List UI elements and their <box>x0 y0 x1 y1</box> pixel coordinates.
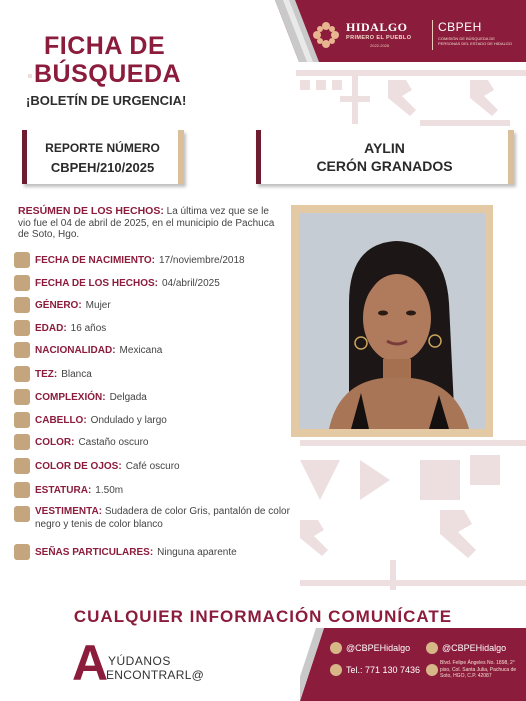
logo-title: HIDALGO <box>346 20 408 34</box>
detail-label: ESTATURA: <box>35 484 92 496</box>
person-name-box <box>256 130 514 184</box>
detail-value: Blanca <box>61 368 92 380</box>
campaign-line2: ENCONTRARL@ <box>106 668 205 682</box>
skin-icon <box>14 366 30 382</box>
detail-label: EDAD: <box>35 322 67 334</box>
phone-number: Tel.: 771 130 7436 <box>346 665 421 675</box>
marks-label: SEÑAS PARTICULARES: <box>35 546 154 558</box>
org-abbreviation: CBPEH <box>438 20 482 34</box>
detail-value: Mujer <box>85 299 111 311</box>
detail-value: 04/abril/2025 <box>161 277 220 289</box>
detail-row <box>14 482 123 498</box>
detail-label: FECHA DE NACIMIENTO: <box>35 254 155 266</box>
summary-text: La última vez que se le vio fue el 04 de abril de 2025, en el municipio de Pachuca de Soto, Hgo. <box>18 206 275 240</box>
facebook-link[interactable] <box>330 642 410 654</box>
detail-value: Café oscuro <box>125 460 180 472</box>
detail-label: FECHA DE LOS HECHOS: <box>35 277 158 289</box>
detail-label: COLOR: <box>35 436 75 448</box>
marks-icon <box>14 544 30 560</box>
report-number: CBPEH/210/2025 <box>50 160 155 175</box>
clothing-value: Sudadera de color Gris, pantalón de color negro y tenis de color blanco <box>35 506 290 530</box>
detail-row <box>14 434 149 450</box>
detail-row <box>14 366 92 382</box>
detail-label: CABELLO: <box>35 414 87 426</box>
summary-block <box>18 206 276 241</box>
detail-value: Castaño oscuro <box>78 436 149 448</box>
logo-divider <box>432 20 433 50</box>
org-full-name: COMISIÓN DE BÚSQUEDA DE PERSONAS DEL ESTADO DE HIDALGO <box>438 36 513 46</box>
clothing-row <box>14 506 298 531</box>
clothing-label: VESTIMENTA: <box>35 506 103 517</box>
twitter-icon <box>426 642 438 654</box>
urgency-subtitle: ¡BOLETÍN DE URGENCIA! <box>26 93 187 108</box>
detail-value: Mexicana <box>119 344 163 356</box>
hair-icon <box>14 412 30 428</box>
flower-icon <box>312 21 340 49</box>
gender-icon <box>14 297 30 313</box>
detail-value: 16 años <box>70 322 107 334</box>
hair-color-icon <box>14 434 30 450</box>
body-icon <box>14 389 30 405</box>
detail-row <box>14 297 111 313</box>
page-title-line2: BÚSQUEDA <box>34 60 182 88</box>
report-label: REPORTE NÚMERO <box>45 141 160 155</box>
detail-label: TEZ: <box>35 368 58 380</box>
facebook-handle: @CBPEHidalgo <box>346 643 411 653</box>
detail-row <box>14 412 167 428</box>
detail-row <box>14 320 106 336</box>
photo-frame <box>291 205 493 437</box>
logo-subtitle: PRIMERO EL PUEBLO <box>346 35 412 41</box>
detail-value: Delgada <box>109 391 147 403</box>
detail-value: 1.50m <box>95 484 124 496</box>
campaign-line1: YÚDANOS <box>108 654 171 668</box>
marks-row <box>14 544 237 560</box>
location-icon <box>426 664 438 676</box>
detail-row <box>14 458 180 474</box>
detail-label: NACIONALIDAD: <box>35 344 116 356</box>
calendar-icon <box>14 275 30 291</box>
call-to-action: CUALQUIER INFORMACIÓN COMUNÍCATE <box>73 607 453 626</box>
detail-label: COLOR DE OJOS: <box>35 460 122 472</box>
eye-icon <box>14 458 30 474</box>
last-names: CERÓN GRANADOS <box>316 158 453 174</box>
detail-row <box>14 252 245 268</box>
shirt-icon <box>14 506 30 522</box>
detail-label: GÉNERO: <box>35 299 82 311</box>
logo-years: 2022-2028 <box>370 43 390 48</box>
detail-label: COMPLEXIÓN: <box>35 391 106 403</box>
detail-value: 17/noviembre/2018 <box>159 254 245 266</box>
detail-value: Ondulado y largo <box>90 414 167 426</box>
phone-icon <box>330 664 342 676</box>
address-text: Blvd. Felipe Ángeles No. 1898, 2° piso, Col. Santa Julia, Pachuca de Soto, HGO, C.P. 42087 <box>440 660 517 679</box>
person-photo <box>299 213 485 429</box>
marks-value: Ninguna aparente <box>157 546 237 558</box>
age-icon <box>14 320 30 336</box>
id-card-icon <box>14 342 30 358</box>
facebook-icon <box>330 642 342 654</box>
detail-row <box>14 275 220 291</box>
report-number-box <box>22 130 184 184</box>
twitter-handle: @CBPEHidalgo <box>442 643 507 653</box>
calendar-icon <box>14 252 30 268</box>
twitter-link[interactable] <box>426 642 506 654</box>
summary-label: RESÚMEN DE LOS HECHOS: <box>18 205 164 217</box>
campaign-logo-letter: A <box>72 635 109 691</box>
first-name: AYLIN <box>364 140 405 156</box>
hidalgo-logo <box>312 14 518 56</box>
detail-row <box>14 342 162 358</box>
height-icon <box>14 482 30 498</box>
page-title-line1: FICHA DE <box>44 32 166 60</box>
phone-link[interactable] <box>330 664 420 676</box>
detail-row <box>14 389 147 405</box>
